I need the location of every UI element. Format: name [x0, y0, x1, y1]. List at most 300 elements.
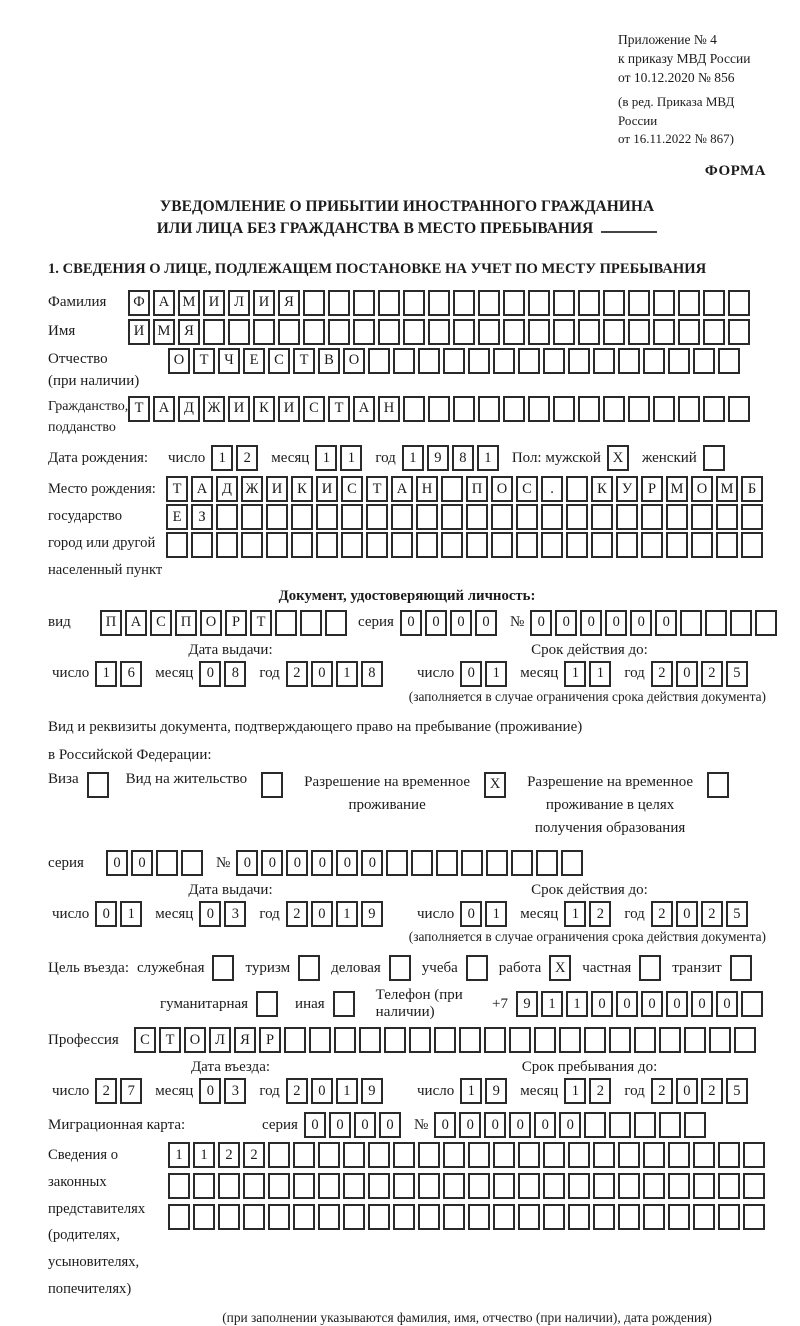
char-cell[interactable]: 0	[261, 850, 283, 876]
char-cell[interactable]: X	[549, 955, 571, 981]
char-cell[interactable]	[368, 1142, 390, 1168]
char-cell[interactable]: 1	[315, 445, 337, 471]
char-cell[interactable]	[243, 1173, 265, 1199]
char-cell[interactable]	[593, 348, 615, 374]
char-cell[interactable]	[318, 1173, 340, 1199]
char-cell[interactable]: И	[253, 290, 275, 316]
char-cell[interactable]	[634, 1112, 656, 1138]
char-cell[interactable]: 2	[701, 1078, 723, 1104]
char-cell[interactable]	[593, 1142, 615, 1168]
char-cell[interactable]	[212, 955, 234, 981]
char-cell[interactable]	[478, 319, 500, 345]
char-cell[interactable]: Т	[159, 1027, 181, 1053]
char-cell[interactable]	[568, 1173, 590, 1199]
char-cell[interactable]	[616, 532, 638, 558]
char-cell[interactable]: Т	[366, 476, 388, 502]
char-cell[interactable]	[368, 1173, 390, 1199]
char-cell[interactable]	[534, 1027, 556, 1053]
char-cell[interactable]	[693, 348, 715, 374]
char-cell[interactable]: О	[200, 610, 222, 636]
char-cell[interactable]	[528, 319, 550, 345]
char-cell[interactable]	[343, 1142, 365, 1168]
char-cell[interactable]	[709, 1027, 731, 1053]
char-cell[interactable]: 1	[193, 1142, 215, 1168]
char-cell[interactable]	[325, 610, 347, 636]
char-cell[interactable]	[518, 1142, 540, 1168]
char-cell[interactable]	[241, 532, 263, 558]
char-cell[interactable]	[616, 504, 638, 530]
char-cell[interactable]	[353, 290, 375, 316]
char-cell[interactable]: 0	[434, 1112, 456, 1138]
char-cell[interactable]	[603, 396, 625, 422]
char-cell[interactable]	[316, 504, 338, 530]
char-cell[interactable]	[453, 396, 475, 422]
char-cell[interactable]	[743, 1173, 765, 1199]
char-cell[interactable]: П	[100, 610, 122, 636]
char-cell[interactable]	[718, 1142, 740, 1168]
char-cell[interactable]: Д	[178, 396, 200, 422]
char-cell[interactable]: 5	[726, 901, 748, 927]
char-cell[interactable]	[578, 319, 600, 345]
char-cell[interactable]	[256, 991, 278, 1017]
char-cell[interactable]: 1	[340, 445, 362, 471]
char-cell[interactable]	[216, 532, 238, 558]
char-cell[interactable]	[434, 1027, 456, 1053]
char-cell[interactable]	[659, 1027, 681, 1053]
char-cell[interactable]: Е	[166, 504, 188, 530]
char-cell[interactable]	[543, 1142, 565, 1168]
char-cell[interactable]: 2	[651, 1078, 673, 1104]
char-cell[interactable]: В	[318, 348, 340, 374]
char-cell[interactable]: 0	[236, 850, 258, 876]
char-cell[interactable]: Б	[741, 476, 763, 502]
char-cell[interactable]: С	[268, 348, 290, 374]
char-cell[interactable]: О	[691, 476, 713, 502]
char-cell[interactable]	[618, 1204, 640, 1230]
char-cell[interactable]	[341, 532, 363, 558]
char-cell[interactable]	[668, 1204, 690, 1230]
char-cell[interactable]: С	[516, 476, 538, 502]
char-cell[interactable]: 0	[400, 610, 422, 636]
char-cell[interactable]: 0	[95, 901, 117, 927]
char-cell[interactable]	[393, 1204, 415, 1230]
char-cell[interactable]	[418, 1173, 440, 1199]
char-cell[interactable]	[486, 850, 508, 876]
char-cell[interactable]: Л	[228, 290, 250, 316]
char-cell[interactable]: Ж	[203, 396, 225, 422]
char-cell[interactable]	[643, 1204, 665, 1230]
char-cell[interactable]	[303, 319, 325, 345]
char-cell[interactable]: И	[228, 396, 250, 422]
char-cell[interactable]	[693, 1173, 715, 1199]
char-cell[interactable]: И	[128, 319, 150, 345]
char-cell[interactable]: Р	[259, 1027, 281, 1053]
char-cell[interactable]: 0	[484, 1112, 506, 1138]
char-cell[interactable]	[618, 348, 640, 374]
char-cell[interactable]	[461, 850, 483, 876]
char-cell[interactable]	[418, 348, 440, 374]
char-cell[interactable]: 1	[336, 661, 358, 687]
char-cell[interactable]	[641, 532, 663, 558]
char-cell[interactable]: П	[175, 610, 197, 636]
char-cell[interactable]	[389, 955, 411, 981]
char-cell[interactable]: 0	[311, 901, 333, 927]
char-cell[interactable]	[366, 532, 388, 558]
char-cell[interactable]	[566, 532, 588, 558]
char-cell[interactable]: 5	[726, 661, 748, 687]
char-cell[interactable]: П	[466, 476, 488, 502]
char-cell[interactable]	[691, 532, 713, 558]
char-cell[interactable]	[578, 290, 600, 316]
char-cell[interactable]	[718, 1204, 740, 1230]
char-cell[interactable]: 2	[589, 1078, 611, 1104]
char-cell[interactable]: 0	[354, 1112, 376, 1138]
char-cell[interactable]: 0	[691, 991, 713, 1017]
char-cell[interactable]: И	[266, 476, 288, 502]
char-cell[interactable]: У	[616, 476, 638, 502]
char-cell[interactable]: 1	[485, 661, 507, 687]
char-cell[interactable]	[478, 290, 500, 316]
char-cell[interactable]: 7	[120, 1078, 142, 1104]
char-cell[interactable]	[378, 290, 400, 316]
char-cell[interactable]: 0	[336, 850, 358, 876]
char-cell[interactable]	[678, 290, 700, 316]
char-cell[interactable]: 1	[336, 1078, 358, 1104]
char-cell[interactable]: 0	[555, 610, 577, 636]
char-cell[interactable]: Т	[166, 476, 188, 502]
char-cell[interactable]: 0	[199, 661, 221, 687]
char-cell[interactable]	[403, 319, 425, 345]
char-cell[interactable]	[653, 319, 675, 345]
char-cell[interactable]	[181, 850, 203, 876]
char-cell[interactable]: 0	[304, 1112, 326, 1138]
char-cell[interactable]: 0	[459, 1112, 481, 1138]
char-cell[interactable]: 1	[564, 901, 586, 927]
char-cell[interactable]	[441, 504, 463, 530]
char-cell[interactable]: 1	[564, 661, 586, 687]
char-cell[interactable]: 1	[168, 1142, 190, 1168]
char-cell[interactable]	[628, 319, 650, 345]
char-cell[interactable]	[203, 319, 225, 345]
char-cell[interactable]	[668, 348, 690, 374]
char-cell[interactable]	[703, 396, 725, 422]
char-cell[interactable]	[484, 1027, 506, 1053]
char-cell[interactable]	[466, 532, 488, 558]
char-cell[interactable]	[216, 504, 238, 530]
char-cell[interactable]	[168, 1204, 190, 1230]
char-cell[interactable]: 2	[286, 901, 308, 927]
char-cell[interactable]	[303, 290, 325, 316]
char-cell[interactable]: 0	[591, 991, 613, 1017]
char-cell[interactable]	[393, 348, 415, 374]
char-cell[interactable]	[441, 476, 463, 502]
char-cell[interactable]	[261, 772, 283, 798]
char-cell[interactable]	[191, 532, 213, 558]
char-cell[interactable]	[493, 348, 515, 374]
char-cell[interactable]: 1	[541, 991, 563, 1017]
char-cell[interactable]: О	[184, 1027, 206, 1053]
char-cell[interactable]	[378, 319, 400, 345]
char-cell[interactable]	[628, 290, 650, 316]
char-cell[interactable]: С	[150, 610, 172, 636]
char-cell[interactable]	[543, 1173, 565, 1199]
char-cell[interactable]: 9	[361, 901, 383, 927]
char-cell[interactable]: 3	[224, 1078, 246, 1104]
char-cell[interactable]	[353, 319, 375, 345]
char-cell[interactable]	[741, 991, 763, 1017]
char-cell[interactable]	[666, 504, 688, 530]
char-cell[interactable]	[441, 532, 463, 558]
char-cell[interactable]: 2	[236, 445, 258, 471]
char-cell[interactable]: С	[134, 1027, 156, 1053]
char-cell[interactable]	[318, 1204, 340, 1230]
char-cell[interactable]	[253, 319, 275, 345]
char-cell[interactable]	[243, 1204, 265, 1230]
char-cell[interactable]	[428, 290, 450, 316]
char-cell[interactable]	[591, 532, 613, 558]
char-cell[interactable]: 0	[655, 610, 677, 636]
char-cell[interactable]	[293, 1204, 315, 1230]
char-cell[interactable]	[568, 1204, 590, 1230]
char-cell[interactable]: 1	[566, 991, 588, 1017]
char-cell[interactable]	[584, 1112, 606, 1138]
char-cell[interactable]	[618, 1173, 640, 1199]
char-cell[interactable]	[536, 850, 558, 876]
char-cell[interactable]: 1	[485, 901, 507, 927]
char-cell[interactable]: 0	[106, 850, 128, 876]
char-cell[interactable]	[680, 610, 702, 636]
char-cell[interactable]: 2	[589, 901, 611, 927]
char-cell[interactable]	[309, 1027, 331, 1053]
char-cell[interactable]	[193, 1204, 215, 1230]
char-cell[interactable]	[384, 1027, 406, 1053]
char-cell[interactable]	[266, 504, 288, 530]
char-cell[interactable]	[684, 1027, 706, 1053]
char-cell[interactable]	[291, 532, 313, 558]
char-cell[interactable]	[466, 955, 488, 981]
char-cell[interactable]	[393, 1142, 415, 1168]
char-cell[interactable]	[300, 610, 322, 636]
char-cell[interactable]: 0	[425, 610, 447, 636]
char-cell[interactable]: А	[353, 396, 375, 422]
char-cell[interactable]: И	[278, 396, 300, 422]
char-cell[interactable]	[678, 396, 700, 422]
char-cell[interactable]	[609, 1112, 631, 1138]
char-cell[interactable]	[568, 348, 590, 374]
char-cell[interactable]	[341, 504, 363, 530]
char-cell[interactable]: 6	[120, 661, 142, 687]
char-cell[interactable]	[333, 991, 355, 1017]
char-cell[interactable]	[418, 1142, 440, 1168]
char-cell[interactable]: 2	[701, 901, 723, 927]
char-cell[interactable]: 0	[559, 1112, 581, 1138]
char-cell[interactable]	[368, 348, 390, 374]
char-cell[interactable]: Н	[416, 476, 438, 502]
char-cell[interactable]	[553, 319, 575, 345]
char-cell[interactable]	[603, 290, 625, 316]
char-cell[interactable]: X	[607, 445, 629, 471]
char-cell[interactable]	[478, 396, 500, 422]
char-cell[interactable]: З	[191, 504, 213, 530]
char-cell[interactable]: Я	[178, 319, 200, 345]
char-cell[interactable]	[366, 504, 388, 530]
char-cell[interactable]	[293, 1142, 315, 1168]
char-cell[interactable]	[653, 396, 675, 422]
char-cell[interactable]	[684, 1112, 706, 1138]
char-cell[interactable]: Т	[328, 396, 350, 422]
char-cell[interactable]	[266, 532, 288, 558]
char-cell[interactable]	[391, 532, 413, 558]
char-cell[interactable]	[718, 348, 740, 374]
char-cell[interactable]	[453, 290, 475, 316]
char-cell[interactable]: С	[341, 476, 363, 502]
char-cell[interactable]	[668, 1173, 690, 1199]
char-cell[interactable]: Ж	[241, 476, 263, 502]
char-cell[interactable]	[755, 610, 777, 636]
char-cell[interactable]: 0	[311, 661, 333, 687]
char-cell[interactable]	[443, 1142, 465, 1168]
char-cell[interactable]	[716, 532, 738, 558]
char-cell[interactable]	[268, 1142, 290, 1168]
char-cell[interactable]	[516, 532, 538, 558]
char-cell[interactable]: М	[666, 476, 688, 502]
char-cell[interactable]	[459, 1027, 481, 1053]
char-cell[interactable]	[343, 1204, 365, 1230]
char-cell[interactable]	[643, 1142, 665, 1168]
char-cell[interactable]	[403, 396, 425, 422]
char-cell[interactable]	[468, 1173, 490, 1199]
char-cell[interactable]: 0	[509, 1112, 531, 1138]
char-cell[interactable]	[298, 955, 320, 981]
char-cell[interactable]: Я	[278, 290, 300, 316]
char-cell[interactable]	[516, 504, 538, 530]
char-cell[interactable]	[241, 504, 263, 530]
char-cell[interactable]: М	[153, 319, 175, 345]
char-cell[interactable]	[593, 1173, 615, 1199]
char-cell[interactable]: 2	[95, 1078, 117, 1104]
char-cell[interactable]: 2	[286, 1078, 308, 1104]
char-cell[interactable]: 2	[243, 1142, 265, 1168]
char-cell[interactable]	[291, 504, 313, 530]
char-cell[interactable]	[728, 290, 750, 316]
char-cell[interactable]	[734, 1027, 756, 1053]
char-cell[interactable]: 2	[286, 661, 308, 687]
char-cell[interactable]	[553, 290, 575, 316]
char-cell[interactable]: 8	[224, 661, 246, 687]
char-cell[interactable]: 0	[580, 610, 602, 636]
char-cell[interactable]	[691, 504, 713, 530]
char-cell[interactable]	[730, 610, 752, 636]
char-cell[interactable]	[275, 610, 297, 636]
char-cell[interactable]: 0	[534, 1112, 556, 1138]
char-cell[interactable]: 0	[716, 991, 738, 1017]
char-cell[interactable]: 9	[361, 1078, 383, 1104]
char-cell[interactable]: X	[484, 772, 506, 798]
char-cell[interactable]	[503, 319, 525, 345]
char-cell[interactable]	[603, 319, 625, 345]
char-cell[interactable]	[218, 1173, 240, 1199]
char-cell[interactable]	[707, 772, 729, 798]
char-cell[interactable]	[468, 1204, 490, 1230]
char-cell[interactable]: М	[716, 476, 738, 502]
char-cell[interactable]: 1	[589, 661, 611, 687]
char-cell[interactable]	[268, 1173, 290, 1199]
char-cell[interactable]: Ф	[128, 290, 150, 316]
char-cell[interactable]	[518, 1204, 540, 1230]
char-cell[interactable]	[584, 1027, 606, 1053]
char-cell[interactable]: 0	[286, 850, 308, 876]
char-cell[interactable]	[528, 396, 550, 422]
char-cell[interactable]: 0	[641, 991, 663, 1017]
char-cell[interactable]	[436, 850, 458, 876]
char-cell[interactable]: 2	[651, 901, 673, 927]
char-cell[interactable]: М	[178, 290, 200, 316]
char-cell[interactable]: Т	[293, 348, 315, 374]
char-cell[interactable]: 2	[651, 661, 673, 687]
char-cell[interactable]	[491, 532, 513, 558]
char-cell[interactable]	[503, 396, 525, 422]
char-cell[interactable]	[493, 1173, 515, 1199]
char-cell[interactable]: Ч	[218, 348, 240, 374]
char-cell[interactable]: Т	[128, 396, 150, 422]
char-cell[interactable]	[705, 610, 727, 636]
char-cell[interactable]: 9	[427, 445, 449, 471]
char-cell[interactable]: 2	[701, 661, 723, 687]
char-cell[interactable]	[428, 396, 450, 422]
char-cell[interactable]	[416, 532, 438, 558]
char-cell[interactable]: 1	[477, 445, 499, 471]
char-cell[interactable]	[659, 1112, 681, 1138]
char-cell[interactable]	[693, 1142, 715, 1168]
char-cell[interactable]: 9	[516, 991, 538, 1017]
char-cell[interactable]: 0	[311, 850, 333, 876]
char-cell[interactable]	[703, 445, 725, 471]
char-cell[interactable]	[318, 1142, 340, 1168]
char-cell[interactable]	[578, 396, 600, 422]
char-cell[interactable]: А	[191, 476, 213, 502]
char-cell[interactable]	[278, 319, 300, 345]
char-cell[interactable]	[628, 396, 650, 422]
char-cell[interactable]: С	[303, 396, 325, 422]
char-cell[interactable]	[653, 290, 675, 316]
char-cell[interactable]	[343, 1173, 365, 1199]
char-cell[interactable]: А	[125, 610, 147, 636]
char-cell[interactable]	[703, 290, 725, 316]
char-cell[interactable]	[416, 504, 438, 530]
char-cell[interactable]: Т	[250, 610, 272, 636]
char-cell[interactable]: 0	[475, 610, 497, 636]
char-cell[interactable]: 0	[666, 991, 688, 1017]
char-cell[interactable]: О	[343, 348, 365, 374]
char-cell[interactable]	[443, 1173, 465, 1199]
char-cell[interactable]	[268, 1204, 290, 1230]
char-cell[interactable]	[443, 348, 465, 374]
char-cell[interactable]: Н	[378, 396, 400, 422]
char-cell[interactable]	[559, 1027, 581, 1053]
char-cell[interactable]	[509, 1027, 531, 1053]
char-cell[interactable]: 0	[131, 850, 153, 876]
char-cell[interactable]	[418, 1204, 440, 1230]
char-cell[interactable]	[293, 1173, 315, 1199]
char-cell[interactable]	[678, 319, 700, 345]
char-cell[interactable]: 0	[605, 610, 627, 636]
char-cell[interactable]: О	[491, 476, 513, 502]
char-cell[interactable]	[641, 504, 663, 530]
char-cell[interactable]: 1	[120, 901, 142, 927]
char-cell[interactable]	[518, 348, 540, 374]
char-cell[interactable]: 3	[224, 901, 246, 927]
char-cell[interactable]: Р	[225, 610, 247, 636]
